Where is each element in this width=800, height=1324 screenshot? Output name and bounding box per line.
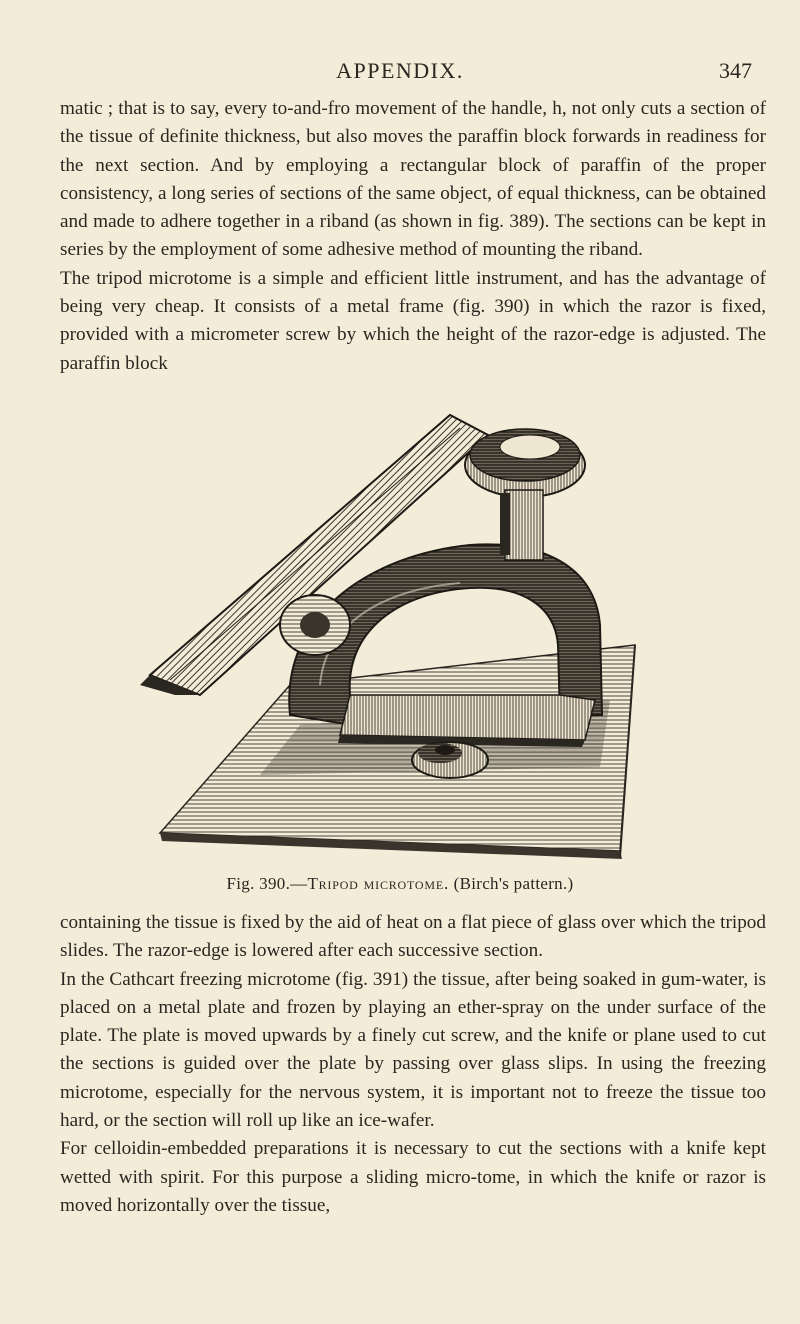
text-block-top bbox=[60, 95, 766, 378]
page-number: 347 bbox=[719, 58, 752, 83]
running-title: APPENDIX. bbox=[336, 58, 464, 83]
paragraph: containing the tissue is fixed by the aid of heat on a flat piece of glass over which the tripod slides. The razor-edge is lowered after each successive section. bbox=[60, 912, 766, 962]
paragraph: The tripod microtome is a simple and efficient little instrument, and has the advantage of being very cheap. It consists of a metal frame (fig. 390) in which the razor is fixed, provided with a micrometer screw by which the height of the razor-edge is adjusted. The paraffin block bbox=[60, 267, 766, 374]
figure-caption bbox=[0, 874, 800, 894]
tripod-microtome-illustration bbox=[140, 395, 660, 865]
paragraph: For celloidin-embedded preparations it is necessary to cut the sections with a knife kept wetted with spirit. For this purpose a sliding micro-tome, in which the knife or razor is moved horizontally over the tissue, bbox=[60, 1138, 766, 1216]
text-block-bottom bbox=[60, 909, 766, 1220]
paragraph: matic ; that is to say, every to-and-fro movement of the handle, h, not only cuts a section of the tissue of definite thickness, but also moves the paraffin block forwards in readiness for the next section. And by employing a rectangular block of paraffin of the proper consistency, a long series of sections of the same object, of equal thickness, can be obtained and made to adhere together in a riband (as shown in fig. 389). The sections can be kept in series by the employment of some adhesive method of mounting the riband. bbox=[60, 98, 766, 261]
running-head bbox=[0, 50, 800, 84]
caption-note: (Birch's pattern.) bbox=[453, 874, 574, 893]
paragraph: In the Cathcart freezing microtome (fig. 391) the tissue, after being soaked in gum-water, is placed on a metal plate and frozen by playing an ether-spray on the under surface of the plate. The plate is moved upwards by a finely cut screw, and the knife or plane used to cut the sections is guided over the plate by passing over glass slips. In using the freezing microtome, especially for the nervous system, it is important not to freeze the tissue too hard, or the section will roll up like an ice-wafer. bbox=[60, 968, 766, 1132]
caption-label: Fig. 390.— bbox=[226, 874, 308, 893]
figure-tripod-microtome bbox=[140, 395, 660, 865]
caption-title: Tripod microtome. bbox=[307, 874, 450, 893]
